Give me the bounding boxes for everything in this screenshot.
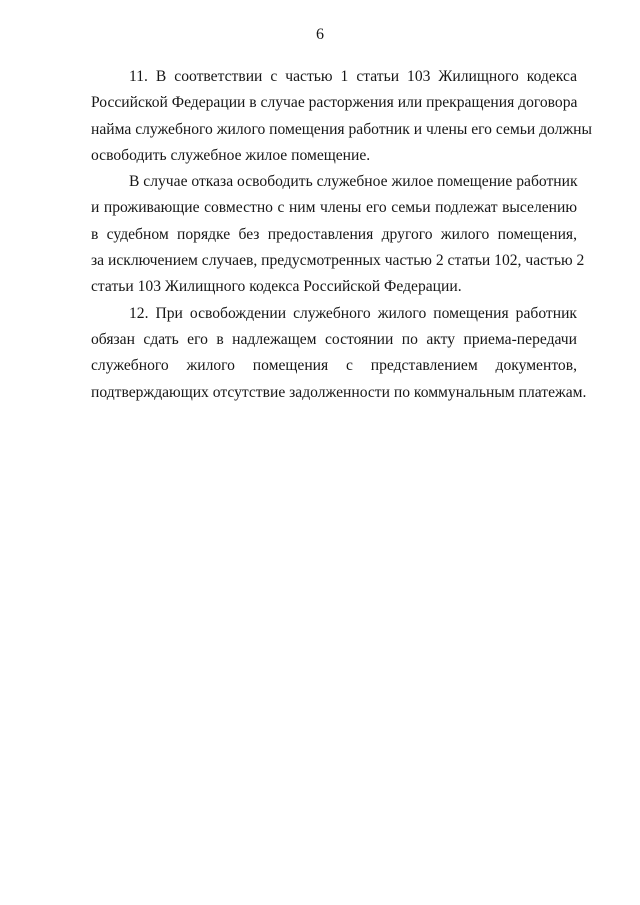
- text-line: служебного жилого помещения с представлением документов,: [91, 357, 577, 375]
- paragraph-11-continued: [91, 169, 585, 300]
- text-line: найма служебного жилого помещения работник и члены его семьи должны: [91, 120, 592, 138]
- text-line: обязан сдать его в надлежащем состоянии по акту приема-передачи: [91, 330, 577, 348]
- text-line: в судебном порядке без предоставления другого жилого помещения,: [91, 225, 577, 243]
- document-body: [91, 64, 592, 406]
- text-line: статьи 103 Жилищного кодекса Российской Федерации.: [91, 278, 462, 296]
- text-line: 11. В соответствии с частью 1 статьи 103 Жилищного кодекса: [129, 68, 577, 85]
- text-line: освободить служебное жилое помещение.: [91, 146, 371, 164]
- text-line: 12. При освобождении служебного жилого помещения работник: [129, 304, 577, 322]
- text-line: и проживающие совместно с ним члены его семьи подлежат выселению: [91, 199, 577, 217]
- text-line: Российской Федерации в случае расторжения или прекращения договора: [91, 94, 578, 112]
- text-line: В случае отказа освободить служебное жилое помещение работник: [129, 173, 578, 191]
- page-number: 6: [316, 26, 324, 43]
- text-line: подтверждающих отсутствие задолженности по коммунальным платежам.: [91, 383, 587, 401]
- paragraph-12: [91, 301, 587, 406]
- paragraph-11: [91, 64, 592, 169]
- text-line: за исключением случаев, предусмотренных частью 2 статьи 102, частью 2: [91, 252, 585, 270]
